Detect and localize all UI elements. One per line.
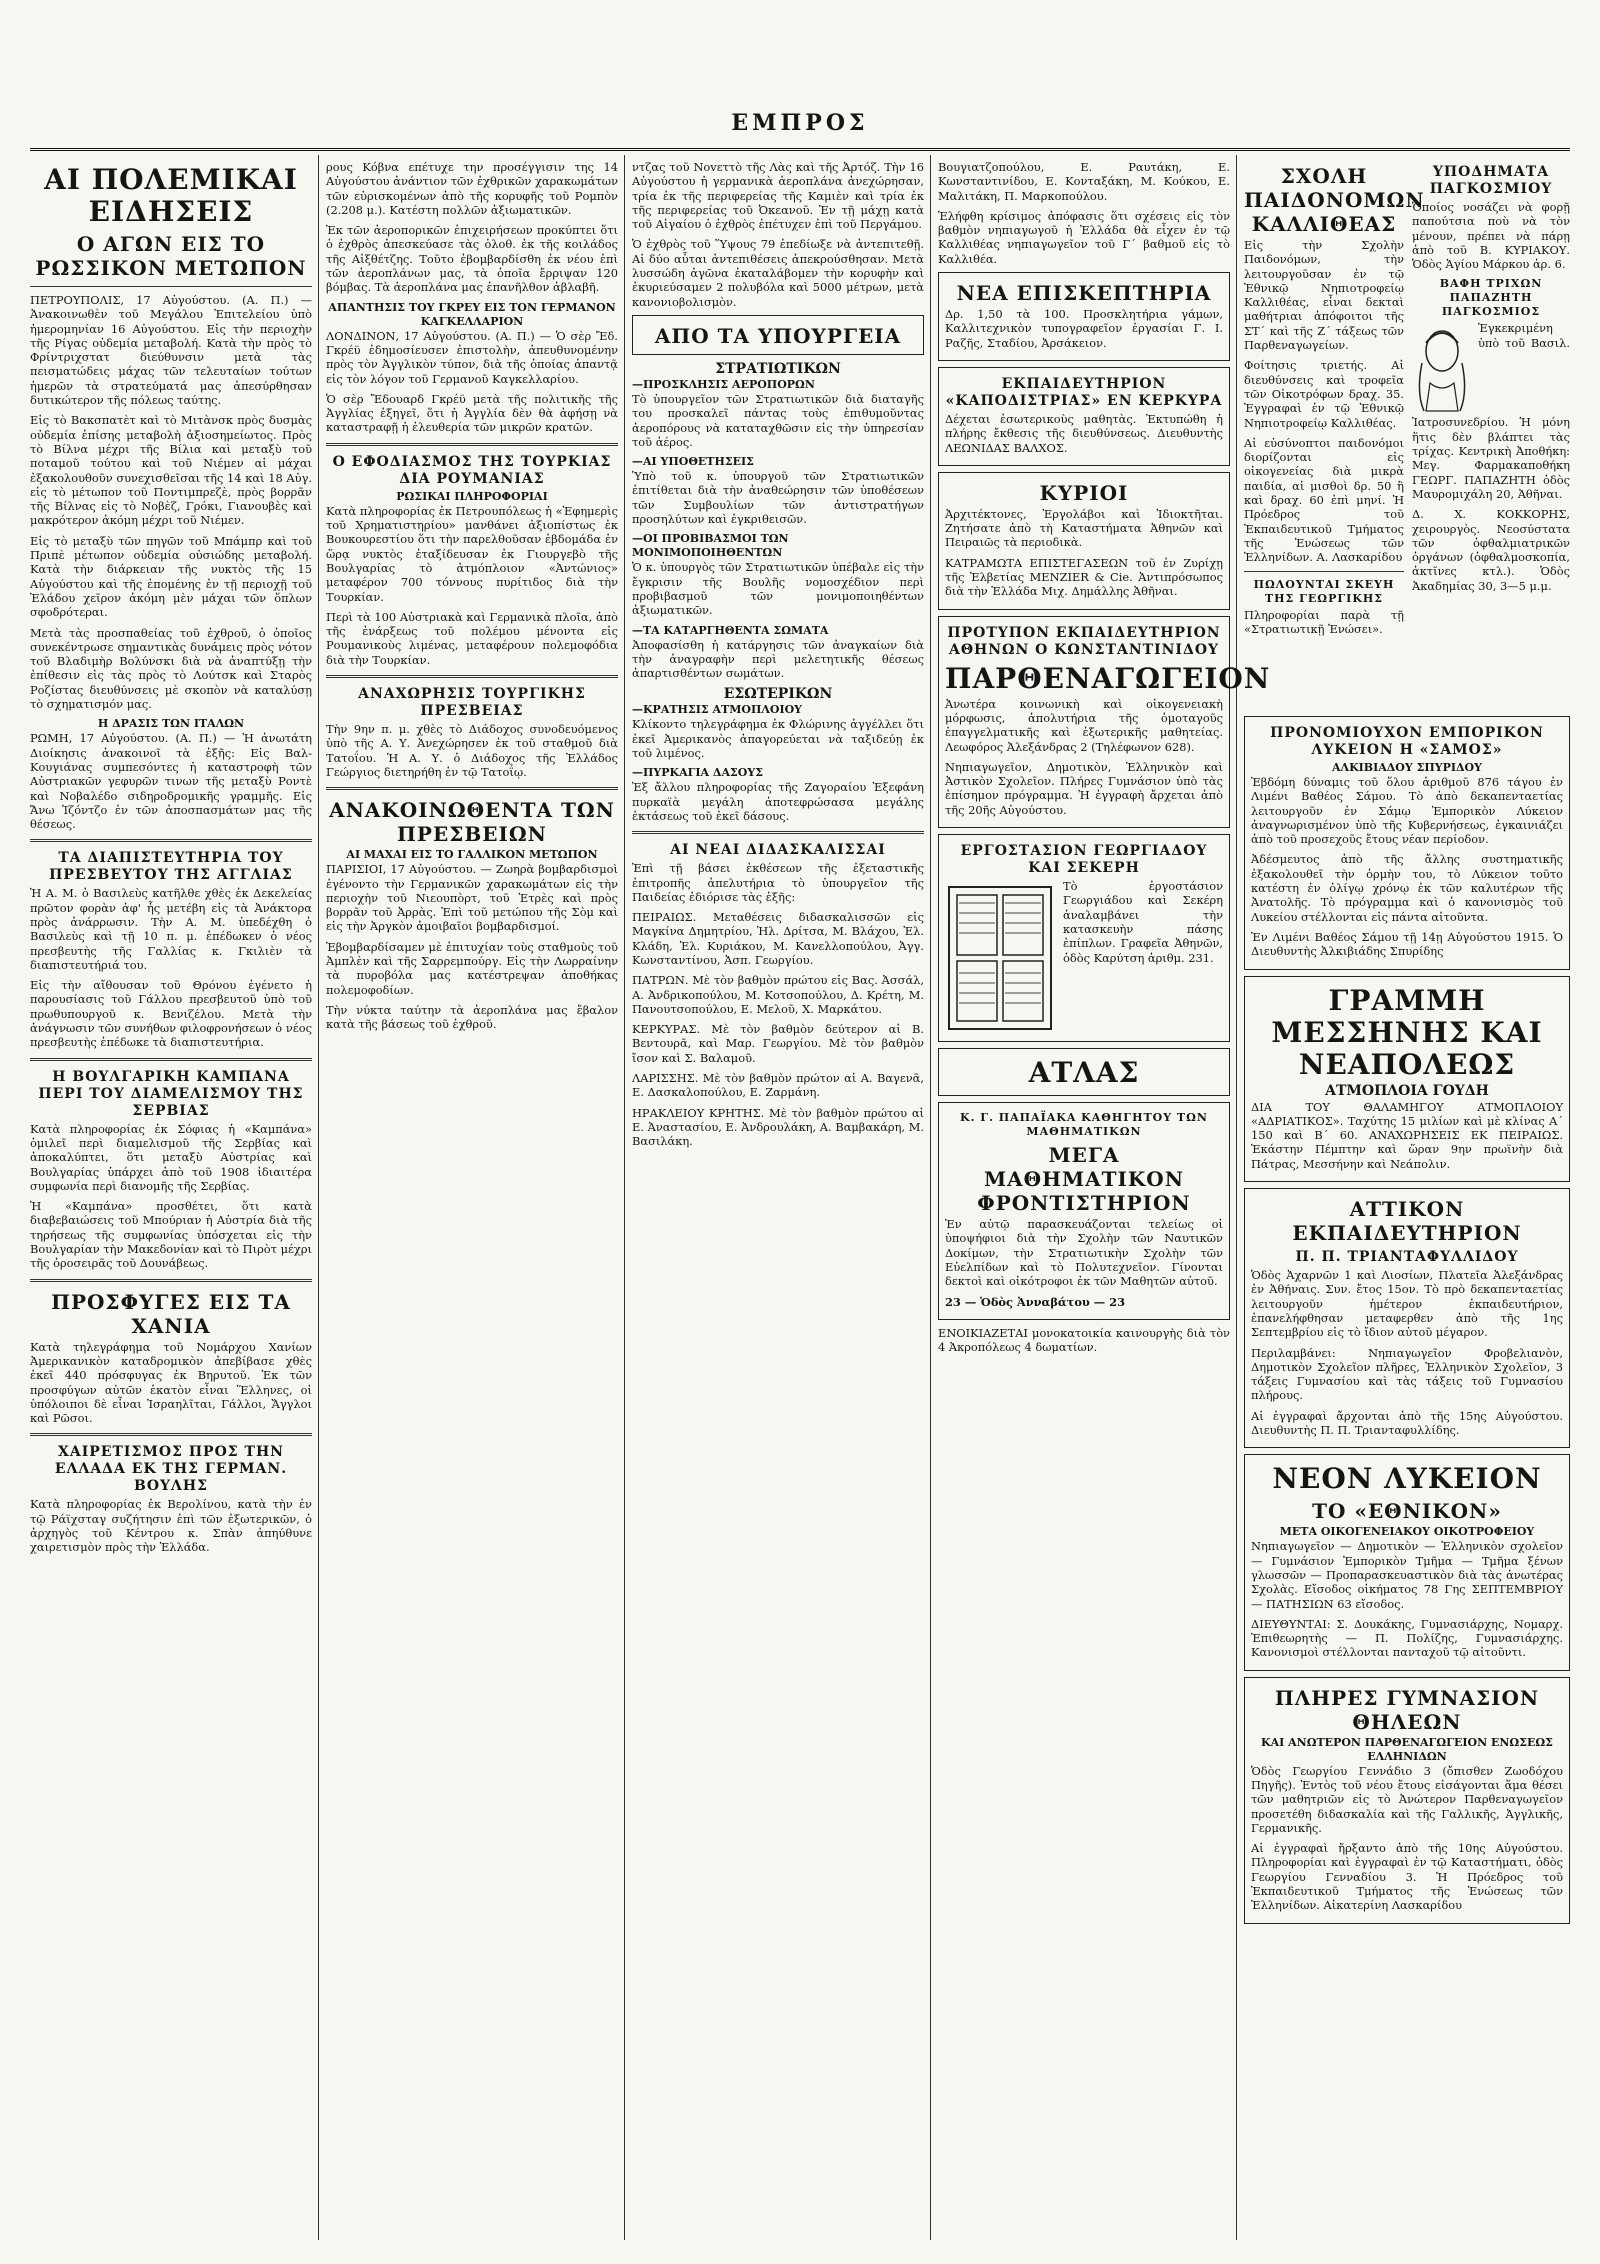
ad-headline: Κ. Γ. ΠΑΠΑΪΑΚΑ ΚΑΘΗΓΗΤΟΥ ΤΩΝ ΜΑΘΗΜΑΤΙΚΩΝ xyxy=(960,1111,1208,1139)
item-title: —ΚΡΑΤΗΣΙΣ ΑΤΜΟΠΛΟΙΟΥ xyxy=(632,703,803,717)
article-headline: ΑΝΑΚΟΙΝΩΘΕΝΤΑ ΤΩΝ ΠΡΕΣΒΕΙΩΝ xyxy=(329,798,615,847)
divider xyxy=(30,1058,312,1061)
window-illustration xyxy=(945,883,1055,1033)
article-headline: ΠΡΟΣΦΥΓΕΣ ΕΙΣ ΤΑ ΧΑΝΙΑ xyxy=(51,1289,291,1338)
ministries-box xyxy=(632,315,924,355)
article-paragraph: Κατὰ πληροφορίας ἐκ Πετρουπόλεως ἡ «Ἐφημερὶς τοῦ Χρηματιστηρίου» μανθάνει ἀξιοπίστως ἐκ Βουκουρεστίου ὅτι τὴν παρελθοῦσαν ἑβδομάδα ἐν ὥρᾳ νυκτὸς ἐταξίδευσαν ἐκ Γιουργεβὸ τῆς Βουλγαρίας τὸ ἀτμόπλοιον «Ἀντώνιος» μεταφέρον 700 τόννους πυρίτιδος διὰ τὴν Τουρκίαν. xyxy=(326,503,618,604)
column-3 xyxy=(632,160,924,2240)
article-paragraph: Ἐκ τῶν ἀεροπορικῶν ἐπιχειρήσεων προκύπτει ὅτι ὁ ἐχθρὸς ἀπεσκεύασε τὰς ὁλοθ. ἐκ τῆς κοιλάδος τῆς Αἰξθέτζης. Τοῦτο ἐβομβαρδίσθη ἐκ νέου ἐπὶ τῶν ἀεροπλάνων μας, τὰ ὁποῖα ἔρριψαν 120 βόμβας. Τὰ ἀεροπλάνα μας ἐπανῆλθον ἀβλαβῆ. xyxy=(326,223,618,295)
ad-text: Νηπιαγωγεῖον — Δημοτικὸν — Ἑλληνικὸν σχολεῖον — Γυμνάσιον Ἐμπορικὸν Τμῆμα — Τμῆμα ξένων γλωσσῶν — Προπαρασκευαστικὸν διὰ τὰς ἀνωτέρας Σχολὰς. Εἴσοδος οἰκήματος 78 Γης ΣΕΠΤΕΜΒΡΙΟΥ — ΠΑΤΗΣΙΩΝ 63 εἴσοδος. xyxy=(1251,1539,1563,1611)
ad-subhead: ΜΕΤΑ ΟΙΚΟΓΕΝΕΙΑΚΟΥ ΟΙΚΟΤΡΟΦΕΙΟΥ xyxy=(1279,1525,1535,1539)
article-subhead: ΡΩΣΙΚΑΙ ΠΛΗΡΟΦΟΡΙΑΙ xyxy=(396,489,548,503)
ad-text: Ἀνωτέρα κοινωνικὴ καὶ οἰκογενειακὴ μόρφωσις, ἀπολυτήρια τῆς ὁμοταγοῦς ἐπαγγελματικῆς καὶ ἐξωτερικῆς μαθητείας. Λεωφόρος Ἀλεξάνδρας 2 (Τηλέφωνον 628). xyxy=(945,696,1223,754)
ad-text: Αἱ εὐσύνοπτοι παιδονόμοι διορίζονται εἰς οἰκογενείας διὰ μικρὰ παιδία, αἱ μισθοὶ δρ. 50 ἢ καὶ δραχ. 60 ἐπὶ μηνί. Ἡ Πρόεδρος τοῦ Ἐκπαιδευτικοῦ Τμήματος τῆς Ἑνώσεως τῶν Ἑλληνίδων. Α. Λασκαρίδου xyxy=(1244,435,1404,565)
column-rule xyxy=(318,155,319,2240)
article-paragraph: ΠΑΤΡΩΝ. Μὲ τὸν βαθμὸν πρώτου εἰς Βας. Ἀσσάλ, Α. Ἀνδρικοπούλου, Μ. Κοτσοπούλου, Δ. Κρέτη, Μ. Πανουτσοπούλου, Ε. Μελοῦ, Χ. Μαρκάτου. xyxy=(632,973,924,1016)
column-5-lower xyxy=(1244,710,1570,2240)
article-paragraph: ΗΡΑΚΛΕΙΟΥ ΚΡΗΤΗΣ. Μὲ τὸν βαθμὸν πρώτου αἱ Ε. Ἀναστασίου, Ε. Ἀνδρουλάκη, Α. Βαμβακάρη, Μ. Βασιλάκη. xyxy=(632,1105,924,1149)
divider xyxy=(30,839,312,842)
ad-headline: ΣΧΟΛΗ ΠΑΙΔΟΝΟΜΩΝ ΚΑΛΛΙΘΕΑΣ xyxy=(1244,164,1425,236)
ad-headline-large: ΓΡΑΜΜΗ ΜΕΣΣΗΝΗΣ ΚΑΙ ΝΕΑΠΟΛΕΩΣ xyxy=(1271,983,1543,1081)
ad-headline: ΠΩΛΟΥΝΤΑΙ ΣΚΕΥΗ ΤΗΣ ΓΕΩΡΓΙΚΗΣ xyxy=(1253,577,1395,605)
ad-box xyxy=(938,616,1271,828)
article-headline: Ο ΕΦΟΔΙΑΣΜΟΣ ΤΗΣ ΤΟΥΡΚΙΑΣ ΔΙΑ ΡΟΥΜΑΝΙΑΣ xyxy=(332,453,612,487)
ad-box xyxy=(938,834,1230,1042)
ad-box xyxy=(938,1102,1230,1320)
article-paragraph: Ὁ ἐχθρὸς τοῦ Ὕψους 79 ἐπεδίωξε νὰ ἀντεπιτεθῇ. Αἱ δύο αὗται ἀντεπιθέσεις ἀπεκρούσθησαν. Μετὰ λυσσώδη ἀγῶνα ἐκαταλάβομεν τὴν κορυφὴν καὶ ἐκυριεύσαμεν 2 πολυβόλα καὶ 5000 μέτρων, μετὰ κανονιοβολισμὸν. xyxy=(632,237,924,309)
article-paragraph: ΠΕΤΡΟΥΠΟΛΙΣ, 17 Αὐγούστου. (Α. Π.) — Ἀνακοινωθὲν τοῦ Μεγάλου Ἐπιτελείου ὑπὸ ἡμερομηνίαν 16 Αὐγούστου. Εἰς τὴν περιοχὴν τῆς Ρίγας οὐδεμία μεταβολή. Κατὰ τὴν πρὸς τὸ Φρίντριχστατ διεύθυνσιν μετὰ τὰς πεισματώδεις μάχας τῶν τελευταίων τούτων ἡμερῶν τὰ στρατεύματά μας ἀπεσύρθησαν δυτικώτερον τῆς πόλεως ταύτης. xyxy=(30,293,312,408)
article-paragraph: Ἐξ ἄλλου πληροφορίας τῆς Ζαγοραίου Ἐξεφάνη πυρκαϊὰ μεγάλη ἀποτεφρώσασα μεγάλης ἐκτάσεως τοῦ ἐκεῖ δάσους. xyxy=(632,780,924,823)
divider xyxy=(30,1433,312,1436)
article-paragraph: Ἡ Α. Μ. ὁ Βασιλεὺς κατῆλθε χθὲς ἐκ Δεκελείας πρῶτον φορὰν ἀφ' ἧς μετέβη εἰς τὰ Ἀνάκτορα πρὸς ἀνάρρωσιν. Τὴν Α. Μ. ὑπεδέχθη ὁ Βασιλεὺς καὶ τῇ 10 π. μ. ἐπέδωκεν ὁ νέος πρεσβευτὴς τῆς Γαλλίας κ. Γκιλιὲν τὰ διαπιστευτήριά του. xyxy=(30,886,312,972)
ad-box xyxy=(1244,1188,1570,1448)
ad-headline: ΠΡΟΤΥΠΟΝ ΕΚΠΑΙΔΕΥΤΗΡΙΟΝ ΑΘΗΝΩΝ Ο ΚΩΝΣΤΑΝΤΙΝΙΔΟΥ xyxy=(947,624,1221,658)
article-paragraph: Τὴν νύκτα ταύτην τὰ ἀεροπλάνα μας ἔβαλον κατὰ τῆς βάσεως τοῦ ἐχθροῦ. xyxy=(326,1002,618,1032)
ad-box xyxy=(938,472,1230,610)
ad-headline-large: ΠΑΡΘΕΝΑΓΩΓΕΙΟΝ xyxy=(945,661,1271,695)
ad-block-shoes xyxy=(1412,160,1570,642)
ad-subhead: ΑΛΚΙΒΙΑΔΟΥ ΣΠΥΡΙΔΟΥ xyxy=(1332,761,1482,774)
ad-text: Ὁποίος νοσάζει νὰ φορῇ παπούτσια ποὺ νὰ τὸν μένουν, πρέπει νὰ πάρῃ ἀπὸ τοῦ Β. ΚΥΡΙΑΚΟΥ. Ὁδὸς Ἁγίου Μάρκου ἀρ. 6. xyxy=(1412,200,1570,272)
item-title: —ΤΑ ΚΑΤΑΡΓΗΘΕΝΤΑ ΣΩΜΑΤΑ xyxy=(632,623,829,637)
ad-text: ΔΙΑ ΤΟΥ ΘΑΛΑΜΗΓΟΥ ΑΤΜΟΠΛΟΙΟΥ «ΑΔΡΙΑΤΙΚΟΣ». Ταχύτης 15 μιλίων καὶ μὲ κλίνας Α΄ 150 καὶ Β΄ 60. ΑΝΑΧΩΡΗΣΕΙΣ ΕΚ ΠΕΙΡΑΙΩΣ. Ἑκάστην Πέμπτην καὶ ὥραν 9ην πρωϊνὴν διὰ Πάτρας, Μεσσήνην καὶ Νεάπολιν. xyxy=(1251,1099,1563,1171)
ad-headline: ΒΑΦΗ ΤΡΙΧΩΝ ΠΑΠΑΖΗΤΗ ΠΑΓΚΟΣΜΙΟΣ xyxy=(1439,277,1543,319)
article-paragraph: Ἐλήφθη κρίσιμος ἀπόφασις ὅτι σχέσεις εἰς τὸν βαθμὸν νηπιαγωγοῦ ἡ Ἐλλάδα θὰ εἶχεν ἐν τῷ Καλλιθέας νηπιαγωγεῖον τοῦ Γ΄ βαθμοῦ εἰς τὸ Καλλιθέα. xyxy=(938,208,1230,266)
ad-text: Ὁδὸς Ἀχαρνῶν 1 καὶ Λιοσίων, Πλατεῖα Ἀλεξάνδρας ἐν Ἀθήναις. Συν. ἔτος 15ον. Τὸ πρὸ δεκαπενταετίας λειτουργοῦν ἡμέτερον ἐκπαιδευτήριον, ἐπανελήφθησαν μεταφερθεν ἀπὸ τῆς 1ης Σεπτεμβρίου εἰς τὸ ἴδιον αὐτοῦ μέγαρον. xyxy=(1251,1268,1563,1340)
ad-text: Αἱ ἐγγραφαὶ ἄρχονται ἀπὸ τῆς 15ης Αὐγούστου. Διευθυντὴς Π. Π. Τριανταφυλλίδης. xyxy=(1251,1408,1563,1438)
article-paragraph: Τὴν 9ην π. μ. χθὲς τὸ Διάδοχος συνοδευόμενος ὑπὸ τῆς Α. Υ. Ἀνεχώρησεν ἐκ τοῦ σταθμοῦ διὰ Τατοΐου. Ἡ Α. Υ. ὁ Διάδοχος τῆς Ἑλλάδος Γεώργιος διετηρήθη ἐν τῷ Τατοΐῳ. xyxy=(326,722,618,779)
article-paragraph: Βουγιατζοπούλου, Ε. Ραυτάκη, Ε. Κωνσταντινίδου, Ε. Κονταξάκη, Μ. Κούκου, Ε. Μαλιτάκη, Π. Μαρκοπούλου. xyxy=(938,160,1230,203)
article-paragraph: Ἀποφασίσθη ἡ κατάργησις τῶν ἀναγκαίων διὰ τὴν ἀναγραφὴν περὶ μελετητικῆς θέσεως ἀπαρτισθέντων σωμάτων. xyxy=(632,637,924,681)
ad-headline: ΑΤΤΙΚΟΝ ΕΚΠΑΙΔΕΥΤΗΡΙΟΝ xyxy=(1292,1197,1522,1246)
divider xyxy=(326,787,618,790)
article-paragraph: ΠΑΡΙΣΙΟΙ, 17 Αὐγούστου. — Ζωηρὰ βομβαρδισμοὶ ἐγένοντο τὴν Γερμανικῶν χαρακωμάτων εἰς τὴν περιοχὴν τοῦ Νιεουπὸρτ, τοῦ Ἐτρὲς καὶ πρὸς βορρᾶν τοῦ Ἀρρὰς. Ἐπὶ τοῦ μετώπου τῆς Σὸμ καὶ εἰς τὴν Ἀργκὸν ἀμοιβαῖοι βομβαρδισμοί. xyxy=(326,862,618,934)
divider xyxy=(1244,571,1404,572)
ad-text: ΚΑΤΡΑΜΩΤΑ ΕΠΙΣΤΕΓΑΣΕΩΝ τοῦ ἐν Ζυρίχῃ τῆς Ἑλβετίας ΜΕΝΖΙΕR & Cie. Ἀντιπρόσωπος διὰ τὴν Ἑλλάδα Μιχ. Δημάλλης Ἀθῆναι. xyxy=(945,555,1223,599)
ad-headline: ΥΠΟΔΗΜΑΤΑ ΠΑΓΚΟΣΜΙΟΥ xyxy=(1429,164,1553,197)
article-paragraph: Περὶ τὰ 100 Αὐστριακὰ καὶ Γερμανικὰ πλοῖα, ἀπὸ τῆς ἐνάρξεως τοῦ πολέμου μένοντα εἰς Ρουμανικοὺς λιμένας, μεταφέρουν πολεμοφόδια διὰ τὴν Τουρκίαν. xyxy=(326,609,618,667)
section-credit: Η ΔΡΑΣΙΣ ΤΩΝ ΙΤΑΛΩΝ xyxy=(97,717,245,731)
column-5-top xyxy=(1244,160,1570,700)
article-paragraph: Τὸ ὑπουργεῖον τῶν Στρατιωτικῶν διὰ διαταγῆς του προσκαλεῖ πάντας τοὺς ἐπιθυμοῦντας ἀεροπόρους νὰ καταταχθῶσιν εἰς τὴν ὑπηρεσίαν τοῦ ἀέρος. xyxy=(632,391,924,449)
ad-headline: ΕΡΓΟΣΤΑΣΙΟΝ ΓΕΩΡΓΙΑΔΟΥ ΚΑΙ ΣΕΚΕΡΗ xyxy=(960,843,1208,877)
woman-portrait-illustration xyxy=(1412,323,1472,413)
article-headline: ΧΑΙΡΕΤΙΣΜΟΣ ΠΡΟΣ ΤΗΝ ΕΛΛΑΔΑ ΕΚ ΤΗΣ ΓΕΡΜΑΝ. ΒΟΥΛΗΣ xyxy=(54,1444,288,1495)
ad-text: Περιλαμβάνει: Νηπιαγωγεῖον Φροβελιανὸν, Δημοτικὸν Σχολεῖον πλῆρες, Ἑλληνικὸν Σχολεῖον, 3 τάξεις Γυμνασίου καὶ τὰς τάξεις τοῦ Γυμνασίου πλήρους. xyxy=(1251,1345,1563,1403)
ad-headline: ΠΛΗΡΕΣ ΓΥΜΝΑΣΙΟΝ ΘΗΛΕΩΝ xyxy=(1274,1685,1540,1734)
ad-text: Δρ. 1,50 τὰ 100. Προσκλητήρια γάμων, Καλλιτεχνικὸν τυπογραφεῖον ἐργασίαι Γ. Ι. Ραζῆς, Σταδίου, Ἀρσάκειον. xyxy=(945,307,1223,350)
ad-text: Ἐν αὐτῷ παρασκευάζονται τελείως οἱ ὑποψήφιοι διὰ τὴν Σχολὴν τῶν Ναυτικῶν Δοκίμων, τὴν Στρατιωτικὴν Σχολὴν τῶν Εὐελπίδων καὶ τὸ Πολυτεχνεῖον. Γίνονται δεκτοὶ καὶ οἰκότροφοι ἐκ τῶν Μαθητῶν αὐτοῦ. xyxy=(945,1217,1223,1289)
item-title: —ΟΙ ΠΡΟΒΙΒΑΣΜΟΙ ΤΩΝ ΜΟΝΙΜΟΠΟΙΗΘΕΝΤΩΝ xyxy=(632,532,789,560)
ad-subhead: ΤΟ «ΕΘΝΙΚΟΝ» xyxy=(1312,1499,1502,1524)
article-subhead: ΑΙ ΜΑΧΑΙ ΕΙΣ ΤΟ ΓΑΛΛΙΚΟΝ ΜΕΤΩΠΟΝ xyxy=(346,848,598,862)
ad-text: Φοίτησις τριετής. Αἱ διευθύνσεις καὶ τροφεῖα τῶν Οἰκοτρόφων δραχ. 35. Ἐγγραφαὶ ἐν τῷ Ἐθνικῷ Νηπιοτροφείῳ Καλλιθέας. xyxy=(1244,358,1404,430)
article-paragraph: Εἰς τὸ μεταξὺ τῶν πηγῶν τοῦ Μπάμπρ καὶ τοῦ Πριπὲ μέτωπον οὐδεμία οὐσιώδης μεταβολή. Κατὰ τὴν διάρκειαν τῆς νυκτὸς τῆς 15 Αὐγούστου καὶ τῆς ἐπομένης ἐν τῇ περιοχῇ τοῦ Ἐλάδου χεῖρον ἀκόμη μὲν μάχαι τῶν ὅπλων σφοδρότεραι. xyxy=(30,533,312,620)
newspaper-page xyxy=(30,40,1570,2240)
ad-text: Δ. Χ. ΚΟΚΚΟΡΗΣ, χειρουργὸς. Νεοσύστατα τῶν ὀφθαλμιατρικῶν ὀργάνων (ὀφθαλμοσκοπία, ἀκτῖνες κτλ.). Ὁδὸς Ἀκαδημίας 30, 3—5 μ.μ. xyxy=(1412,507,1570,593)
ad-box xyxy=(938,1048,1230,1096)
column-rule xyxy=(930,155,931,2240)
article-paragraph: Κατὰ πληροφορίας ἐκ Βερολίνου, κατὰ τὴν ἐν τῷ Ράϊχσταγ συζήτησιν ἐπὶ τῶν ἐξωτερικῶν, ὁ ἀρχηγὸς τοῦ Κέντρου κ. Σπὰν ἀπηύθυνε χαιρετισμὸν πρὸς τὴν Ἑλλάδα. xyxy=(30,1497,312,1555)
column-2 xyxy=(326,160,618,2240)
article-paragraph: ΛΟΝΔΙΝΟΝ, 17 Αὐγούστου. (Α. Π.) — Ὁ σὲρ Ἔδ. Γκρέϋ ἐδημοσίευσεν ἐπιστολὴν, ἀπευθυνομένην πρὸς τὸν Ἀγγλικὸν τύπον, διὰ τῆς ὁποίας ἀπαντᾷ εἰς τὸν λόγον τοῦ Γερμανοῦ Καγκελλαρίου. xyxy=(326,328,618,386)
masthead-rule xyxy=(30,148,1570,151)
ad-subhead: ΚΑΙ ΑΝΩΤΕΡΟΝ ΠΑΡΘΕΝΑΓΩΓΕΙΟΝ ΕΝΩΣΕΩΣ ΕΛΛΗΝΙΔΩΝ xyxy=(1261,1735,1553,1763)
column-rule xyxy=(1236,155,1237,2240)
ad-text: Εἰς τὴν Σχολὴν Παιδονόμων, τὴν λειτουργοῦσαν ἐν τῷ Ἐθνικῷ Νηπιοτροφείῳ Καλλιθέας, εἶναι δεκταὶ μαθήτριαι ἀπόφοιτοι τῆς ΣΤ΄ καὶ τῆς Ζ΄ τάξεως τῶν Παρθεναγωγείων. xyxy=(1244,238,1404,353)
ad-subhead: Π. Π. ΤΡΙΑΝΤΑΦΥΛΛΙΔΟΥ xyxy=(1295,1249,1519,1266)
ad-text: Ἐβδόμη δύναμις τοῦ ὅλου ἀριθμοῦ 876 τάγου ἐν Λιμένι Βαθέος Σάμου. Τὸ ἀπὸ δεκαπενταετίας λειτουργοῦν ἐν Σάμῳ Ἐμπορικὸν Λύκειον ἀναγνωρισμένον ὑπὸ τῆς Κυβερνήσεως, ἐγκαινιάζει ἀπὸ τοῦ προσεχοῦς ἔτους νέαν περίοδον. xyxy=(1251,775,1563,847)
divider xyxy=(30,1279,312,1282)
article-paragraph: Κατὰ πληροφορίας ἐκ Σόφιας ἡ «Καμπάνα» ὁμιλεῖ περὶ διαμελισμοῦ τῆς Σερβίας καὶ ἀποκαλύπτει, ὅτι μεταξὺ Αὐστρίας καὶ Βουλγαρίας ὑπάρχει ἀπὸ τοῦ 1908 ἰδιαιτέρα συμφωνία περὶ διανομῆς τῆς Σερβίας. xyxy=(30,1121,312,1193)
column-4 xyxy=(938,160,1271,2240)
article-paragraph: ΛΑΡΙΣΣΗΣ. Μὲ τὸν βαθμὸν πρώτον αἱ Α. Βαγενᾶ, Ε. Δασκαλοπούλου, Ε. Ζαρμάνη. xyxy=(632,1071,924,1100)
masthead xyxy=(30,110,1570,150)
ad-text: Ὁδὸς Γεωργίου Γεννάδιο 3 (ὄπισθεν Ζωοδόχου Πηγῆς). Ἐντὸς τοῦ νέου ἔτους εἰσάγονται ἅμα θέσει τῶν μαθητριῶν εἰς τὸ Ἀνώτερον Παρθεναγωγεῖον προσετέθη διδασκαλία καὶ τῆς Γαλλικῆς, Ἀγγλικῆς, Γερμανικῆς. xyxy=(1251,1763,1563,1835)
item-title: —ΑΙ ΥΠΟΘΕΤΗΣΕΙΣ xyxy=(632,455,754,469)
ad-text: Ἀδέσμευτος ἀπὸ τῆς ἄλλης συστηματικῆς ἐξακολουθεῖ τὴν ὁρμὴν του, τὸ Λύκειον τοῦτο κατέστη ἐν ὀλίγῳ χρόνῳ ἐκ τῶν καλυτέρων τῆς Ἀνατολῆς. Τὸ πρόγραμμα καὶ ὁ κανονισμὸς τοῦ Λυκείου στέλλονται εἰς πάντα αἰτοῦντα. xyxy=(1251,852,1563,924)
ad-headline: ΕΚΠΑΙΔΕΥΤΗΡΙΟΝ «ΚΑΠΟΔΙΣΤΡΙΑΣ» ΕΝ ΚΕΡΚΥΡΑ xyxy=(945,375,1223,409)
ad-text: Πληροφορίαι παρὰ τῇ «Στρατιωτικῇ Ἐνώσει». xyxy=(1244,607,1404,636)
newspaper-name: ΕΜΠΡΟΣ xyxy=(731,110,869,136)
article-paragraph: Ὁ σὲρ Ἔδουαρδ Γκρέϋ μετὰ τῆς πολιτικῆς τῆς Ἀγγλίας ἐξηγεῖ, ὅτι ἡ Ἀγγλία δὲν θὰ ἀφήσῃ νὰ καταστραφῇ ἡ ἐλευθερία τῶν μικρῶν κρατῶν. xyxy=(326,391,618,435)
ad-text: Ἐγκεκριμένη ὑπὸ τοῦ Βασιλ. Ἰατροσυνεδρίου. Ἡ μόνη ἥτις δὲν βλάπτει τὰς τρίχας. Κεντρικὴ Ἀποθήκη: Μεγ. Φαρμακαποθήκη ΓΕΩΡΓ. ΠΑΠΑΖΗΤΗ ὁδὸς Μαυρομιχάλη 20, Ἀθῆναι. xyxy=(1412,321,1570,501)
article-headline: ΤΑ ΔΙΑΠΙΣΤΕΥΤΗΡΙΑ ΤΟΥ ΠΡΕΣΒΕΥΤΟΥ ΤΗΣ ΑΓΓΛΙΑΣ xyxy=(49,850,293,884)
column-1 xyxy=(30,160,312,2240)
war-news-banner: ΑΙ ΠΟΛΕΜΙΚΑΙ ΕΙΔΗΣΕΙΣ xyxy=(44,163,298,228)
article-paragraph: Ἐπὶ τῇ βάσει ἐκθέσεων τῆς ἐξεταστικῆς ἐπιτροπῆς ἀπελυτήρια τὸ ὑπουργεῖον τῆς Παιδείας ἐδιόρισε τὰς ἑξῆς: xyxy=(632,861,924,904)
article-paragraph: Κατὰ τηλεγράφημα τοῦ Νομάρχου Χανίων Ἀμερικανικὸν καταδρομικὸν ἀπεβίβασε χθὲς ἐκεῖ 440 πρόσφυγας ἐκ Βηρυτοῦ. Ἐκ τῶν προσφύγων αὐτῶν ἑκατὸν εἶναι Ἕλληνες, οἱ ὑπόλοιποι δὲ εἶναι Ἰσραηλῖται, Γάλλοι, Ἄγγλοι καὶ Ρῶσοι. xyxy=(30,1339,312,1426)
ad-text: ΔΙΕΥΘΥΝΤΑΙ: Σ. Δουκάκης, Γυμνασιάρχης, Νομαρχ. Ἐπιθεωρητὴς — Π. Πολίζης, Γυμνασιάρχης. Κανονισμοὶ στέλλονται πανταχοῦ τῷ αἰτοῦντι. xyxy=(1251,1616,1563,1660)
russian-front-headline: Ο ΑΓΩΝ ΕΙΣ ΤΟ ΡΩΣΣΙΚΟΝ ΜΕΤΩΠΟΝ xyxy=(35,232,307,280)
article-headline: Η ΒΟΥΛΓΑΡΙΚΗ ΚΑΜΠΑΝΑ ΠΕΡΙ ΤΟΥ ΔΙΑΜΕΛΙΣΜΟΥ ΤΗΣ ΣΕΡΒΙΑΣ xyxy=(38,1068,304,1119)
article-paragraph: Ὁ κ. ὑπουργὸς τῶν Στρατιωτικῶν ὑπέβαλε εἰς τὴν ἔγκρισιν τῆς Βουλῆς νομοσχέδιον περὶ προβιβασμοῦ τῶν μονιμοποιηθέντων ἀξιωματικῶν. xyxy=(632,560,924,618)
article-paragraph: ΠΕΙΡΑΙΩΣ. Μεταθέσεις διδασκαλισσῶν εἰς Μαγκίνα Δημητρίου, Ἠλ. Δρίτσα, Μ. Βλάχου, Ἐλ. Κλάδη, Ἑλ. Κυριάκου, Μ. Κανελλοπούλου, Ἀγγ. Κωνσταντίνου, Ἀσπ. Γεωργίου. xyxy=(632,910,924,967)
divider xyxy=(632,831,924,834)
ad-box xyxy=(1244,716,1570,970)
ad-box xyxy=(1244,1454,1570,1670)
article-paragraph: Ἐβομβαρδίσαμεν μὲ ἐπιτυχίαν τοὺς σταθμοὺς τοῦ Ἀμπλὲν καὶ τῆς Σαρρεμπούργ. Εἰς τὴν Λωρραίνην τὰ πυροβόλα μας κατέστρεψαν ἀποθήκας πολεμοφοδίων. xyxy=(326,939,618,997)
section-credit: ΑΠΑΝΤΗΣΙΣ ΤΟΥ ΓΚΡΕΥ ΕΙΣ ΤΟΝ ΓΕΡΜΑΝΟΝ ΚΑΓΚΕΛΛΑΡΙΟΝ xyxy=(328,300,616,328)
article-paragraph: Κλίκοντο τηλεγράφημα ἐκ Φλώρινης ἀγγέλλει ὅτι ἐκεῖ Ἀμερικανὸς ἀπαγορεύεται νὰ ταξιδεύῃ ἐκ τοῦ λιμένος. xyxy=(632,717,924,761)
divider xyxy=(326,675,618,678)
ad-box xyxy=(938,272,1230,361)
item-title: —ΠΡΟΣΚΛΗΣΙΣ ΑΕΡΟΠΟΡΩΝ xyxy=(632,377,815,391)
article-paragraph: ΡΩΜΗ, 17 Αὐγούστου. (Α. Π.) — Ἡ ἀνωτάτη Διοίκησις ἀνακοινοῖ τὰ ἑξῆς: Εἰς Βαλ-Κουγιάνας συμπεσόντες ἡ καταστροφὴ τῶν Αὐστριακῶν γεφυρῶν τινων τῆς μεταξὺ Ροντὲ καὶ Νοβαλέδο σιδηροδρομικῆς γραμμῆς. Εἰς Ἄνω Ἰζόντζο ἐν τῶν ἀποσπασμάτων μας τῆς θέσεως. xyxy=(30,731,312,832)
article-paragraph: ΚΕΡΚΥΡΑΣ. Μὲ τὸν βαθμὸν δεύτερον αἱ Β. Βεντουρᾶ, καὶ Μαρ. Γεωργίου. Μὲ τὸν βαθμὸν ἴσον καὶ Σ. Βαλαμοῦ. xyxy=(632,1022,924,1065)
article-paragraph: Ἡ «Καμπάνα» προσθέτει, ὅτι κατὰ διαβεβαιώσεις τοῦ Μπούριαν ἡ Αὐστρία διὰ τῆς τηρήσεως τῆς συμφωνίας ὑπόσχεται εἰς τὴν Βουλγαρίαν τὴν Μακεδονίαν καὶ τὸ Πιρὸτ μέχρι τῆς ὀροσειρᾶς τοῦ Δουνάβεως. xyxy=(30,1199,312,1271)
column-rule xyxy=(624,155,625,2240)
article-headline: ΑΝΑΧΩΡΗΣΙΣ ΤΟΥΡΓΙΚΗΣ ΠΡΕΣΒΕΙΑΣ xyxy=(358,686,586,720)
ad-headline: ΝΕΑ ΕΠΙΣΚΕΠΤΗΡΙΑ xyxy=(956,281,1212,306)
article-headline: ΑΙ ΝΕΑΙ ΔΙΔΑΣΚΑΛΙΣΣΑΙ xyxy=(670,842,886,859)
item-title: —ΠΥΡΚΑΓΙΑ ΔΑΣΟΥΣ xyxy=(632,766,763,780)
article-paragraph: Εἰς τὸ Βακσπατὲτ καὶ τὸ Μιτὰνσκ πρὸς δυσμὰς οὐδεμία ἐπίσης μεταβολὴ ἀξιοσημείωτος. Πρὸς τὸ Βίλνα μέχρι τῆς Βίλια καὶ μεταξὺ τοῦ ποταμοῦ τούτου καὶ τοῦ Νιέμεν αἱ μάχαι ἐξακολουθοῦν συνεχισθεῖσαι τῆς 14 καὶ 18 Αὐγ. εἰς τὸ μέτωπον τοῦ Ποντιμπρεζὲ, πρὸς βορρᾶν τῆς Βίλνας εἰς τὸ Νοβὲζ, Γρόκι, Γιανουβὲς καὶ μακρότερον ἀκόμη μέχρι τοῦ Νιέμεν. xyxy=(30,413,312,528)
ad-subhead: ΑΤΜΟΠΛΟΙΑ ΓΟΥΔΗ xyxy=(1325,1082,1489,1099)
ad-box xyxy=(938,367,1230,466)
article-paragraph: Ὑπὸ τοῦ κ. ὑπουργοῦ τῶν Στρατιωτικῶν ἐπιτίθεται διὰ τὴν ἀναθεώρησιν τῶν ὑποθέσεων τῶν Συμβουλίων τῶν ἀντιστρατήγων προσηλύτων καὶ ἐγκριθεισῶν. xyxy=(632,469,924,527)
ad-headline-large: ΑΤΛΑΣ xyxy=(1028,1056,1140,1090)
ad-text: Δέχεται ἐσωτερικοὺς μαθητὰς. Ἐκτυπώθη ἡ πλήρης ἔκθεσις τῆς διευθύνσεως. Διευθυντὴς ΛΕΩΝΙΔΑΣ ΒΑΛΧΟΣ. xyxy=(945,411,1223,455)
divider xyxy=(30,286,312,287)
ad-text: Αἱ ἐγγραφαὶ ἤρξαντο ἀπὸ τῆς 10ης Αὐγούστου. Πληροφορίαι καὶ ἐγγραφαὶ ἐν τῷ Καταστήματι, ὁδὸς Γεωργίου Γενναδίου 3. Ἡ Πρόεδρος τοῦ Ἐκπαιδευτικοῦ Τμήματος τῆς Ἑνώσεως τῶν Ἑλληνίδων. Αἰκατερίνη Λασκαρίδου xyxy=(1251,1841,1563,1913)
ad-text: Ἐν Λιμένι Βαθέος Σάμου τῇ 14ῃ Αὐγούστου 1915. Ὁ Διευθυντὴς Ἀλκιβιάδης Σπυρίδης xyxy=(1251,929,1563,959)
top-ads-row xyxy=(1244,160,1570,642)
ad-headline: ΚΥΡΙΟΙ xyxy=(1039,480,1129,505)
ad-box xyxy=(1244,976,1570,1182)
ad-headline-large: ΝΕΟΝ ΛΥΚΕΙΟΝ xyxy=(1272,1462,1542,1496)
ad-block-school xyxy=(1244,160,1425,642)
ad-text: Νηπιαγωγεῖον, Δημοτικὸν, Ἑλληνικὸν καὶ Ἀστικὸν Σχολεῖον. Πλήρες Γυμνάσιον ὑπὸ τὰς ἐπίσημον πρόγραμμα. Ἡ ἐγγραφὴ ἄρχεται ἀπὸ τῆς 20ῆς Αὐγούστου. xyxy=(945,759,1223,817)
divider xyxy=(326,443,618,446)
article-paragraph: Εἰς τὴν αἴθουσαν τοῦ Θρόνου ἐγένετο ἡ παρουσίασις τοῦ Γάλλου πρεσβευτοῦ ὑπὸ τοῦ πρωθυπουργοῦ κ. Βενιζέλου. Μετὰ τὴν ἀνάγνωσιν τῶν συνήθων φιλοφρονήσεων ὁ νέος πρεσβευτὴς ἐπέδωκε τὰ διαπιστευτήρια. xyxy=(30,978,312,1050)
ad-headline-large: ΜΕΓΑ ΜΑΘΗΜΑΤΙΚΟΝ ΦΡΟΝΤΙΣΤΗΡΙΟΝ xyxy=(977,1143,1191,1216)
ad-address: 23 — Ὁδὸς Ἀνναβάτου — 23 xyxy=(945,1294,1125,1309)
ad-box xyxy=(1244,1677,1570,1924)
ad-text: Ἀρχιτέκτονες, Ἐργολάβοι καὶ Ἰδιοκτῆται. Ζητήσατε ἀπὸ τὴ Καταστήματα Ἀθηνῶν καὶ Πειραιῶς τὰ περιοδικὰ. xyxy=(945,506,1223,550)
classified-text: ΕΝΟΙΚΙΑΖΕΤΑΙ μονοκατοικία καινουργὴς διὰ τὸν 4 Ἀκροπόλεως 4 δωματίων. xyxy=(938,1325,1230,1355)
ad-headline: ΠΡΟΝΟΜΙΟΥΧΟΝ ΕΜΠΟΡΙΚΟΝ ΛΥΚΕΙΟΝ Η «ΣΑΜΟΣ» xyxy=(1270,725,1544,758)
ad-text: Τὸ ἐργοστάσιον Γεωργιάδου καὶ Σεκέρη ἀναλαμβάνει τὴν κατασκευὴν πάσης ἐπίπλων. Γραφεῖα Ἀθηνῶν, ὁδὸς Καρύτση ἀριθμ. 231. xyxy=(1063,879,1223,965)
article-paragraph: ρους Κόβνα επέτυχε την προσέγγισιν της 14 Αὐγούστου ἀνάντιον τῶν ἐχθρικῶν χαρακωμάτων τῶν εὑρισκομένων ἀπὸ τῆς κορυφῆς τοῦ Ρομπὸν (2.208 μ.). Κατέστη πολλῶν ἀξιωματικῶν. xyxy=(326,160,618,217)
article-paragraph: Μετὰ τὰς προσπαθείας τοῦ ἐχθροῦ, ὁ ὁποῖος συνεκέντρωσε σημαντικὰς δυνάμεις πρὸς νότον τοῦ Βλαδιμὴρ Βολύνσκι διὰ νὰ ἀναπτύξῃ τὴν ἐπίθεσιν εἰς τὰς πρὸς τὸ Λούτσκ καὶ Σταρὸς Ροζίστας διευθύνσεις μὲ σκοπὸν νὰ καταλύσῃ τὸ σχηματισμόν μας. xyxy=(30,625,312,712)
section-subhead: ΕΣΩΤΕΡΙΚΩΝ xyxy=(723,686,833,703)
section-subhead: ΣΤΡΑΤΙΩΤΙΚΩΝ xyxy=(715,360,841,377)
section-headline: ΑΠΟ ΤΑ ΥΠΟΥΡΓΕΙΑ xyxy=(654,323,902,348)
article-paragraph: ντζας τοῦ Νοvεττὸ τῆς Λὰς καὶ τῆς Ἀρτόζ. Τὴν 16 Αὐγούστου ἡ γερμανικὰ ἀεροπλάνα ἀνεχώρησαν, τρία ἐκ τῆς περιφερείας τῆς Καμιὲν καὶ τρία ἐκ τῆς περιφερείας τοῦ Ὀκεανοῦ. Ἐν τῇ μάχῃ κατὰ τοῦ Αἰγαίου ὁ ἐχθρὸς ἐπέτυχεν ἐπὶ τοῦ Περγάμου. xyxy=(632,160,924,232)
